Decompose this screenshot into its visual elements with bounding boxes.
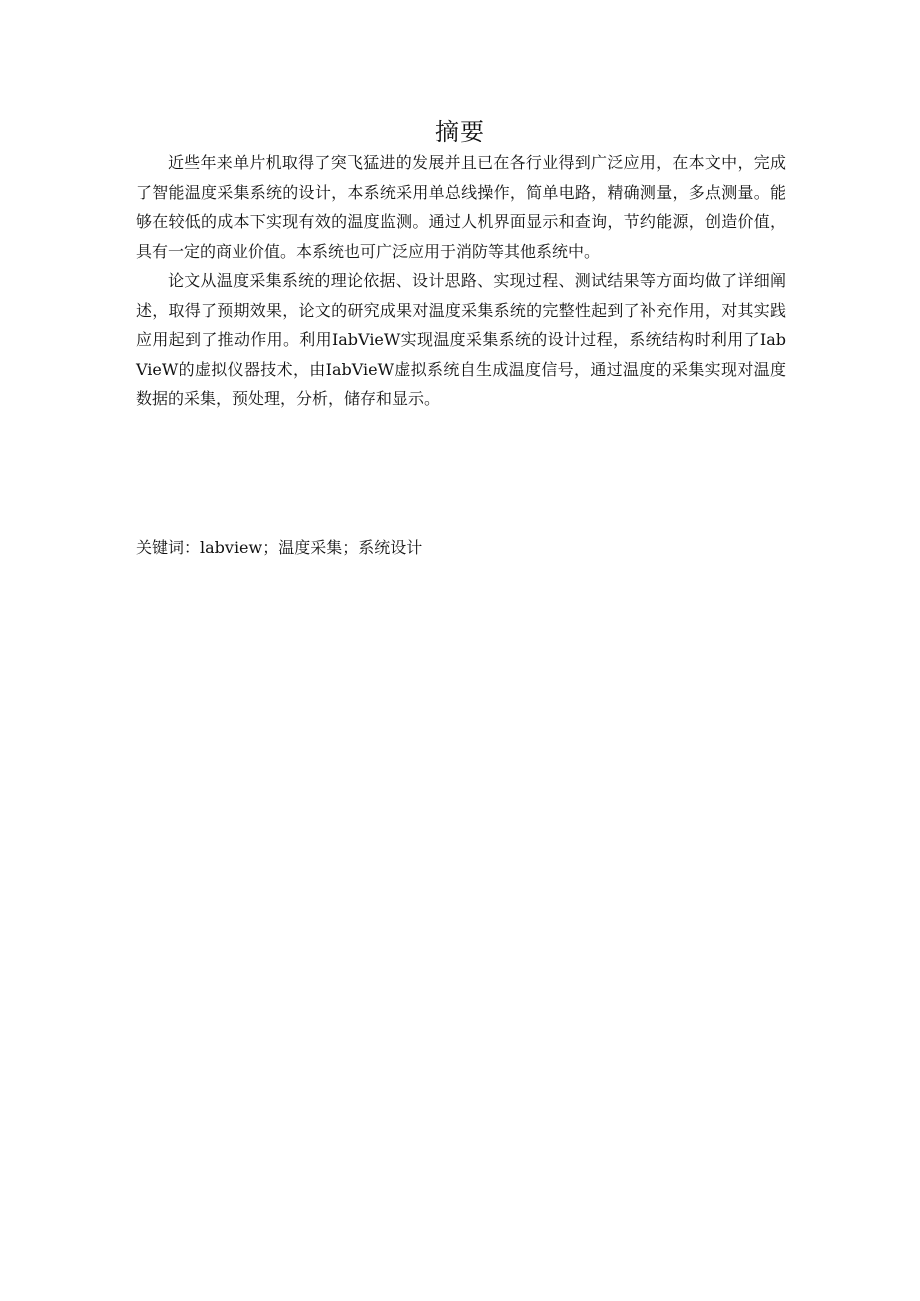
abstract-paragraph-2: 论文从温度采集系统的理论依据、设计思路、实现过程、测试结果等方面均做了详细阐述，取得了预期效果，论文的研究成果对温度采集系统的完整性起到了补充作用，对其实践应用起到了推动作用。利用IabVieW实现温度采集系统的设计过程，系统结构时利用了IabVieW的虚拟仪器技术，由IabVieW虚拟系统自生成温度信号，通过温度的采集实现对温度数据的采集，预处理，分析，储存和显示。 [136,271,786,408]
keywords-line: 关键词：labview；温度采集；系统设计 [136,538,423,557]
abstract-body [136,148,786,414]
abstract-title: 摘要 [435,118,485,146]
abstract-paragraph-1: 近些年来单片机取得了突飞猛进的发展并且已在各行业得到广泛应用，在本文中，完成了智能温度采集系统的设计，本系统采用单总线操作，简单电路，精确测量，多点测量。能够在较低的成本下实现有效的温度监测。通过人机界面显示和查询，节约能源，创造价值，具有一定的商业价值。本系统也可广泛应用于消防等其他系统中。 [136,153,786,261]
